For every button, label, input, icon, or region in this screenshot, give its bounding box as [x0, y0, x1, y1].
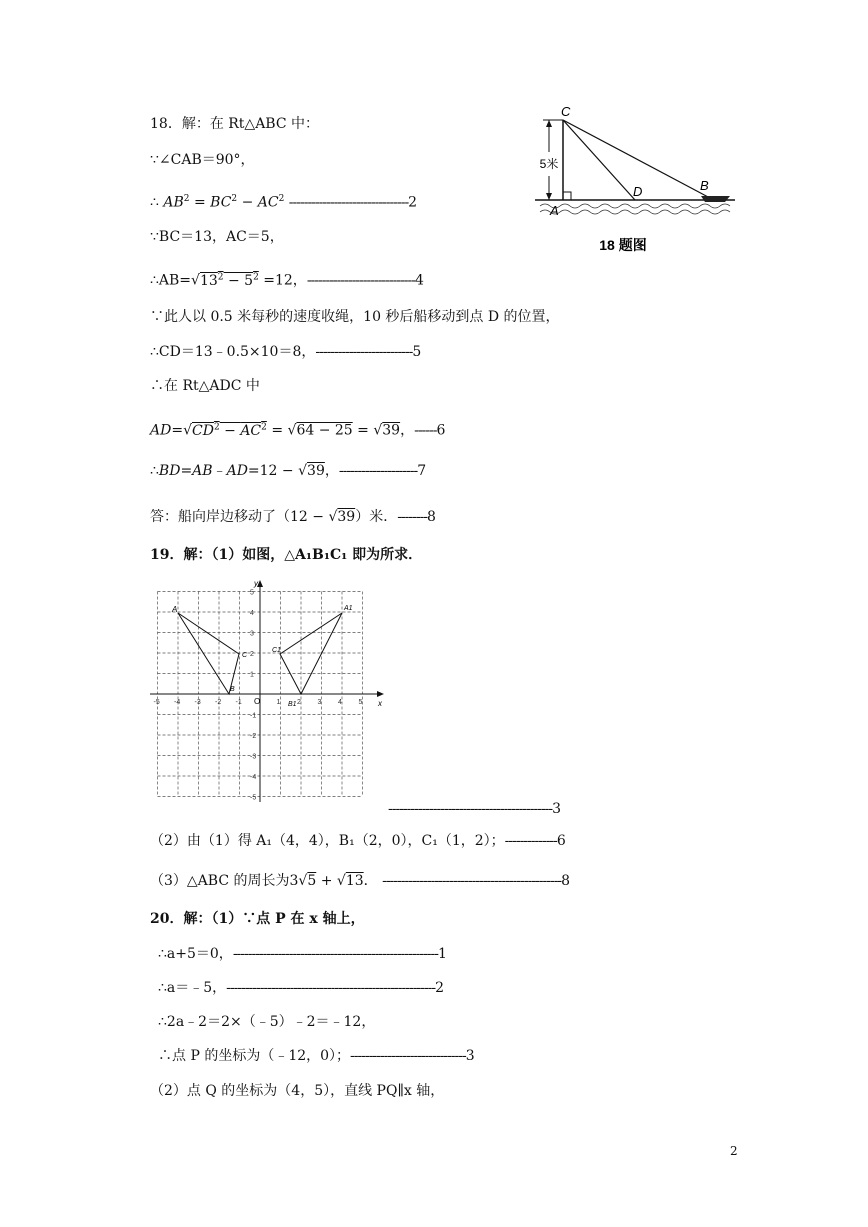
y-tick-label: -5 [250, 794, 257, 802]
q19-score-3: --------------------------------------------3 [388, 801, 562, 817]
height-label: 5米 [539, 157, 559, 171]
y-tick-label: -1 [250, 712, 257, 720]
q18-line-7: ∴CD＝13﹣0.5×10＝8，--------------------------5 [150, 344, 422, 360]
q18-answer: 答：船向岸边移动了（12 − √39）米．--------8 [150, 509, 436, 525]
q18-line-6: ∵此人以 0.5 米每秒的速度收绳，10 秒后船移动到点 D 的位置， [150, 309, 560, 325]
y-tick-label: 2 [250, 651, 254, 658]
x-tick-label: 2 [297, 699, 301, 706]
q18-line-3: ∴ $AB^2 = BC^2 - AC^2$ --------------------------------2 [150, 194, 418, 211]
y-axis-label: y [254, 579, 258, 588]
q18-line-2: ∵∠CAB＝90°， [150, 152, 255, 168]
x-tick-label: 5 [358, 699, 363, 706]
x-axis-label: x [378, 699, 382, 708]
q18-line-5: $\therefore AB=√13^2 - 5^2 =12$，-----------------------------4 [150, 272, 424, 289]
q20-line-3: ∴a＝﹣5，--------------------------------------------------------2 [158, 980, 444, 996]
q19-line-2: （2）由（1）得 A₁（4，4），B₁（2，0），C₁（1，2）；--------------6 [150, 833, 566, 849]
y-tick-label: -3 [250, 753, 257, 761]
label-b: B [700, 178, 709, 193]
y-tick-label: 3 [250, 630, 254, 638]
q19-line-3: （3）△ABC 的周长为3√5 + √13． ------------------------------------------------8 [150, 873, 571, 889]
q18-line-1: 18．解：在 Rt△ABC 中： [150, 116, 320, 132]
origin-label: O [254, 697, 261, 706]
label-d: D [633, 184, 643, 199]
q20-line-2: ∴a+5＝0，-------------------------------------------------------1 [158, 946, 447, 962]
page-number: 2 [730, 1144, 738, 1158]
x-tick-label: 1 [276, 699, 281, 706]
y-tick-label: -4 [250, 774, 257, 781]
x-tick-label: -1 [235, 699, 242, 706]
label-c: C [561, 104, 571, 119]
label-a: A [550, 203, 559, 218]
q18-line-8: ∴在 Rt△ADC 中 [150, 378, 260, 394]
x-tick-label: -5 [153, 699, 160, 706]
q20-line-5: ∴点 P 的坐标为（﹣12，0）；-------------------------------3 [158, 1048, 475, 1064]
figure-18-caption: 18 题图 [599, 237, 647, 253]
y-tick-label: 5 [250, 589, 254, 597]
y-tick-label: 1 [250, 671, 254, 679]
q20-line-6: （2）点 Q 的坐标为（4，5），直线 PQ∥x 轴， [150, 1083, 445, 1099]
x-tick-label: 4 [338, 699, 342, 706]
q18-line-4: ∵BC＝13，AC＝5， [150, 229, 284, 245]
q20-line-4: ∴2a﹣2＝2×（﹣5）﹣2＝﹣12， [158, 1014, 376, 1030]
x-tick-label: -2 [215, 699, 222, 706]
point-c1: C1 [272, 647, 281, 654]
q20-line-1: 20．解：（1）∵点 P 在 x 轴上， [150, 911, 365, 927]
y-tick-label: -2 [250, 733, 257, 740]
q18-line-10: ∴BD=AB﹣AD=12 − √39，---------------------7 [150, 463, 427, 479]
q19-line-1: 19．解：（1）如图，△A₁B₁C₁ 即为所求． [150, 547, 423, 563]
x-tick-label: 3 [317, 699, 322, 706]
figure-18 [525, 100, 745, 260]
point-b1: B1 [288, 701, 297, 708]
point-c: C [242, 652, 248, 659]
y-tick-label: 4 [250, 610, 254, 617]
x-tick-label: -3 [194, 699, 201, 706]
q18-line-9: $AD=√CD^2 - AC^2 = √64 - 25 = √39$，------6 [150, 422, 446, 439]
point-a1: A1 [344, 605, 353, 612]
x-tick-label: -4 [174, 699, 181, 706]
coordinate-grid [150, 578, 390, 806]
point-a: A [172, 605, 178, 614]
point-b: B [230, 686, 235, 693]
